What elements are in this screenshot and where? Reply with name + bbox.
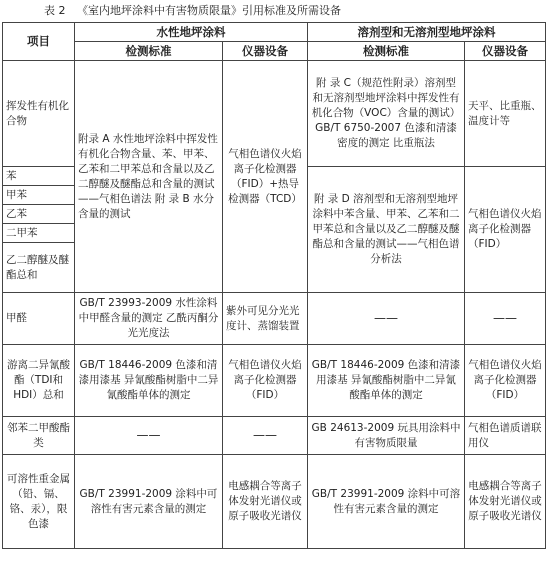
solvent-instrument-voc: 天平、比重瓶、温度计等 bbox=[465, 61, 546, 167]
header-water-standard: 检测标准 bbox=[75, 42, 223, 61]
item-phthalates: 邻苯二甲酸酯类 bbox=[3, 417, 75, 455]
solvent-instrument-heavy-metals: 电感耦合等离子体发射光谱仪或原子吸收光谱仪 bbox=[465, 455, 546, 549]
table-number: 表 2 bbox=[44, 4, 66, 17]
item-voc: 挥发性有机化合物 bbox=[3, 61, 75, 167]
solvent-instrument-formaldehyde: —— bbox=[465, 293, 546, 345]
header-water-instrument: 仪器设备 bbox=[223, 42, 308, 61]
item-toluene: 甲苯 bbox=[3, 186, 75, 205]
table-row-tdi-hdi bbox=[3, 345, 546, 417]
solvent-instrument-benzene-group: 气相色谱仪火焰离子化检测器（FID） bbox=[465, 167, 546, 293]
water-instrument-phthalates: —— bbox=[223, 417, 308, 455]
table-caption bbox=[0, 0, 547, 22]
item-glycol-ethers: 乙二醇醚及醚酯总和 bbox=[3, 243, 75, 293]
solvent-standard-voc: 附 录 C（规范性附录）溶剂型和无溶剂型地坪涂料中挥发性有机化合物（VOC）含量的测试）GB/T 6750-2007 色漆和清漆 密度的测定 比重瓶法 bbox=[308, 61, 465, 167]
water-instrument-tdi-hdi: 气相色谱仪火焰离子化检测器（FID） bbox=[223, 345, 308, 417]
header-water-group: 水性地坪涂料 bbox=[75, 23, 308, 42]
header-item: 项目 bbox=[3, 23, 75, 61]
table-row-phthalates bbox=[3, 417, 546, 455]
solvent-standard-formaldehyde: —— bbox=[308, 293, 465, 345]
header-row-groups bbox=[3, 23, 546, 42]
header-solvent-standard: 检测标准 bbox=[308, 42, 465, 61]
water-standard-tdi-hdi: GB/T 18446-2009 色漆和清漆用漆基 异氰酸酯树脂中二异氰酸酯单体的测定 bbox=[75, 345, 223, 417]
table-title: 《室内地坪涂料中有害物质限量》引用标准及所需设备 bbox=[77, 4, 341, 17]
water-standard-phthalates: —— bbox=[75, 417, 223, 455]
water-standard-formaldehyde: GB/T 23993-2009 水性涂料中甲醛含量的测定 乙酰丙酮分光光度法 bbox=[75, 293, 223, 345]
solvent-instrument-phthalates: 气相色谱质谱联用仪 bbox=[465, 417, 546, 455]
water-instrument-heavy-metals: 电感耦合等离子体发射光谱仪或原子吸收光谱仪 bbox=[223, 455, 308, 549]
table-row-heavy-metals bbox=[3, 455, 546, 549]
item-ethylbenzene: 乙苯 bbox=[3, 205, 75, 224]
solvent-standard-phthalates: GB 24613-2009 玩具用涂料中有害物质限量 bbox=[308, 417, 465, 455]
standards-table bbox=[2, 22, 546, 549]
solvent-instrument-tdi-hdi: 气相色谱仪火焰离子化检测器（FID） bbox=[465, 345, 546, 417]
water-standard-heavy-metals: GB/T 23991-2009 涂料中可溶性有害元素含量的测定 bbox=[75, 455, 223, 549]
item-xylene: 二甲苯 bbox=[3, 224, 75, 243]
solvent-standard-benzene-group: 附 录 D 溶剂型和无溶剂型地坪涂料中苯含量、甲苯、乙苯和二甲苯总和含量以及乙二醇醚及醚酯总和含量的测试——气相色谱分析法 bbox=[308, 167, 465, 293]
solvent-standard-heavy-metals: GB/T 23991-2009 涂料中可溶性有害元素含量的测定 bbox=[308, 455, 465, 549]
solvent-standard-tdi-hdi: GB/T 18446-2009 色漆和清漆用漆基 异氰酸酯树脂中二异氰酸酯单体的测定 bbox=[308, 345, 465, 417]
header-row-columns bbox=[3, 42, 546, 61]
item-heavy-metals: 可溶性重金属（铅、镉、铬、汞），限色漆 bbox=[3, 455, 75, 549]
water-standard-voc-group: 附录 A 水性地坪涂料中挥发性有机化合物含量、苯、甲苯、乙苯和二甲苯总和含量以及乙二醇醚及醚酯总和含量的测试——气相色谱法 附 录 B 水分含量的测试 bbox=[75, 61, 223, 293]
water-instrument-formaldehyde: 紫外可见分光光度计、蒸馏装置 bbox=[223, 293, 308, 345]
header-solvent-instrument: 仪器设备 bbox=[465, 42, 546, 61]
item-benzene: 苯 bbox=[3, 167, 75, 186]
item-tdi-hdi: 游离二异氰酸酯（TDI和HDI）总和 bbox=[3, 345, 75, 417]
item-formaldehyde: 甲醛 bbox=[3, 293, 75, 345]
header-solvent-group: 溶剂型和无溶剂型地坪涂料 bbox=[308, 23, 546, 42]
table-row-voc bbox=[3, 61, 546, 167]
table-row-formaldehyde bbox=[3, 293, 546, 345]
water-instrument-voc-group: 气相色谱仪火焰离子化检测器（FID）+热导检测器（TCD） bbox=[223, 61, 308, 293]
